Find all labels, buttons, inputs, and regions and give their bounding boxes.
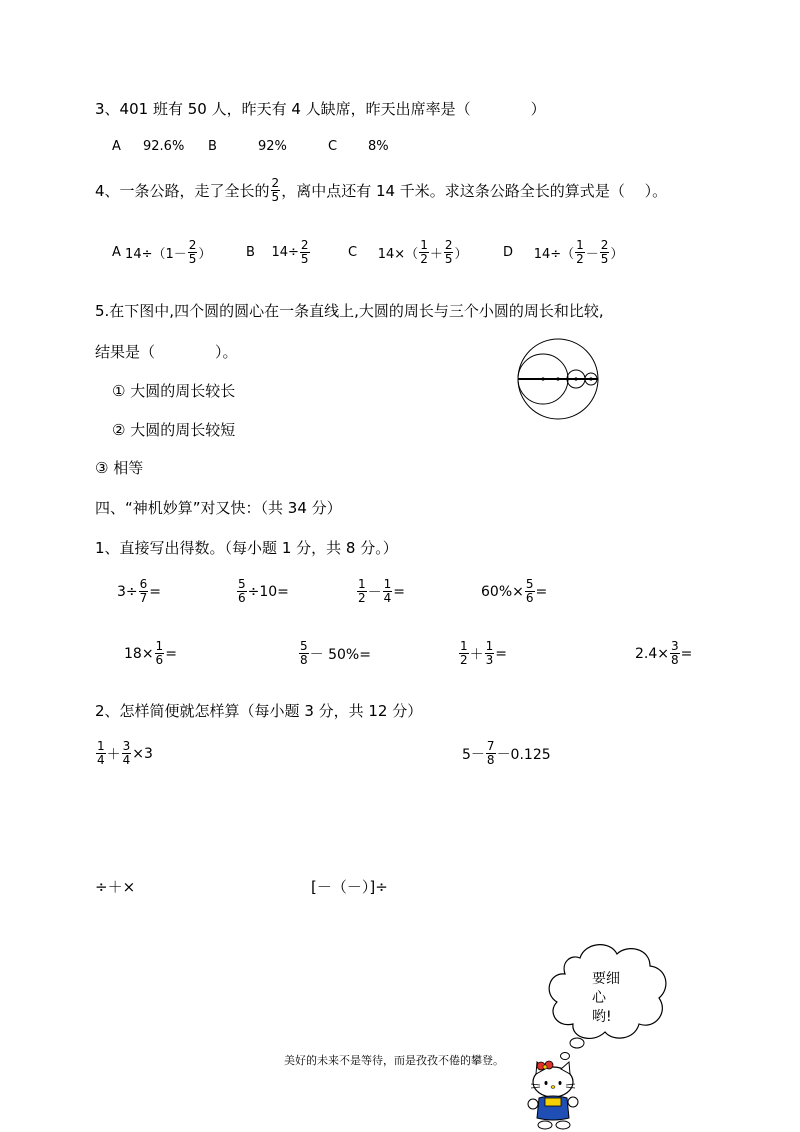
- q4-option-c: [348, 239, 468, 266]
- q3-option-b-value: 92%: [258, 139, 287, 154]
- calc-3-fraction-1: [357, 578, 367, 605]
- calc-8-pre: 2.4×: [635, 645, 669, 662]
- center-dot-1: [541, 377, 544, 380]
- section-4-title: 四、“神机妙算”对又快：（共 34 分）: [95, 499, 342, 517]
- calc-1-pre: 3÷: [117, 583, 138, 600]
- calc-3: [356, 578, 405, 605]
- simplify-1-fraction-2: [122, 740, 132, 767]
- q4-b-fraction: [300, 239, 310, 266]
- kitty-illustration: [523, 1058, 583, 1132]
- q4-c-op: ＋: [429, 247, 443, 262]
- q4-frac-numerator: 2: [271, 176, 280, 190]
- numerator: 1: [97, 739, 105, 753]
- question-3-stem: 3、401 班有 50 人，昨天有 4 人缺席，昨天出席率是（ ）: [95, 100, 546, 118]
- numerator: 1: [460, 639, 468, 653]
- denominator: 4: [122, 753, 131, 767]
- calc-7-fraction-2: [485, 640, 495, 667]
- calc-2-fraction: [237, 578, 247, 605]
- numerator: 3: [671, 639, 679, 653]
- denominator: 6: [155, 653, 164, 667]
- q4-a-label: A: [112, 245, 121, 260]
- calc-7-op: ＋: [469, 646, 484, 663]
- circles-diagram: [512, 332, 608, 428]
- q4-a-fraction: [188, 239, 198, 266]
- part-1-title: 1、直接写出得数。（每小题 1 分，共 8 分。）: [95, 539, 398, 557]
- calc-1-post: =: [149, 583, 162, 600]
- q4-d-close: ）: [610, 247, 624, 262]
- simplify-1-post: ×3: [132, 745, 153, 762]
- center-dot-3: [589, 377, 592, 380]
- calc-5-fraction: [155, 640, 165, 667]
- numerator: 2: [300, 238, 309, 252]
- simplify-1-op: ＋: [106, 746, 121, 763]
- numerator: 5: [525, 577, 534, 591]
- calc-6-post: － 50%=: [309, 646, 371, 663]
- denominator: 8: [486, 753, 495, 767]
- calc-7-fraction-1: [459, 640, 469, 667]
- q4-option-d: [503, 239, 623, 266]
- calc-8-fraction: [670, 640, 680, 667]
- simplify-4: [－（－）]÷: [311, 878, 388, 896]
- q3-option-b-label: B: [208, 139, 217, 154]
- kitty-arm-right: [568, 1097, 578, 1107]
- kitty-bow-center: [543, 1065, 547, 1069]
- q4-c-close: ）: [454, 247, 468, 262]
- calc-4-fraction: [525, 578, 535, 605]
- denominator: 5: [188, 252, 197, 266]
- denominator: 7: [139, 591, 148, 605]
- numerator: 5: [300, 639, 308, 653]
- q3-option-c-label: C: [328, 139, 338, 154]
- denominator: 8: [300, 653, 308, 667]
- bubble-line-2: 心: [592, 990, 606, 1006]
- q4-d-label: D: [503, 245, 514, 260]
- calc-8: [635, 640, 692, 667]
- numerator: 2: [444, 238, 453, 252]
- q4-d-fraction-1: [575, 239, 585, 266]
- calc-4-pre: 60%×: [481, 583, 524, 600]
- numerator: 1: [420, 238, 428, 252]
- numerator: 2: [188, 238, 197, 252]
- q3-option-c-value: 8%: [368, 139, 389, 154]
- denominator: 4: [97, 753, 105, 767]
- q4-c-fraction-2: [444, 239, 454, 266]
- numerator: 3: [122, 739, 131, 753]
- q5-option-3: ③ 相等: [95, 459, 144, 477]
- denominator: 5: [600, 252, 609, 266]
- denominator: 2: [460, 653, 468, 667]
- kitty-shirt: [545, 1098, 561, 1106]
- numerator: 1: [155, 639, 164, 653]
- calc-1-fraction: [139, 578, 149, 605]
- numerator: 7: [486, 739, 495, 753]
- question-5-stem-2: 结果是（ ）。: [95, 343, 238, 361]
- numerator: 1: [383, 577, 392, 591]
- q4-c-label: C: [348, 245, 358, 260]
- simplify-2-post: －0.125: [496, 746, 551, 763]
- calc-2-post: ÷10=: [247, 583, 289, 600]
- calc-2: [236, 578, 289, 605]
- q4-option-b: [246, 239, 311, 266]
- calc-1: [117, 578, 161, 605]
- numerator: 1: [576, 238, 584, 252]
- denominator: 4: [383, 591, 392, 605]
- q4-d-fraction-2: [600, 239, 610, 266]
- q4-stem-before: 4、一条公路，走了全长的: [95, 182, 270, 200]
- kitty-arm-left: [528, 1099, 538, 1109]
- calc-6: [298, 640, 371, 667]
- question-5-stem: 5.在下图中,四个圆的圆心在一条直线上,大圆的周长与三个小圆的周长和比较,: [95, 302, 604, 320]
- q4-b-expr: 14÷: [271, 245, 299, 260]
- simplify-2: [462, 740, 551, 767]
- simplify-1-fraction-1: [96, 740, 106, 767]
- denominator: 5: [300, 252, 309, 266]
- denominator: 2: [576, 252, 584, 266]
- kitty-foot-left: [538, 1121, 552, 1129]
- q4-c-expr: 14×（: [377, 247, 419, 262]
- center-dot-2: [574, 377, 577, 380]
- bubble-line-1: 要细: [592, 971, 620, 987]
- numerator: 5: [238, 577, 246, 591]
- simplify-2-fraction: [486, 740, 496, 767]
- q3-option-a-value: 92.6%: [143, 139, 185, 154]
- q4-d-op: －: [585, 247, 599, 262]
- q4-b-label: B: [246, 245, 255, 260]
- part-2-title: 2、怎样简便就怎样算（每小题 3 分，共 12 分）: [95, 702, 423, 720]
- q4-fraction: [271, 177, 281, 204]
- bubble-line-3: 哟!: [592, 1009, 612, 1025]
- q4-c-fraction-1: [419, 239, 429, 266]
- numerator: 2: [600, 238, 609, 252]
- denominator: 6: [525, 591, 534, 605]
- calc-5-pre: 18×: [124, 645, 154, 662]
- calc-3-fraction-2: [383, 578, 393, 605]
- question-4-stem: [95, 177, 667, 204]
- simplify-1: [95, 740, 153, 767]
- calc-3-op: －: [367, 584, 382, 601]
- kitty-foot-right: [556, 1121, 570, 1129]
- kitty-nose: [551, 1086, 555, 1089]
- kitty-eye-left: [545, 1081, 548, 1085]
- calc-4-post: =: [535, 583, 548, 600]
- simplify-3: ÷＋×: [95, 878, 136, 896]
- center-dot-big: [556, 377, 559, 380]
- q4-frac-denominator: 5: [271, 190, 280, 204]
- denominator: 3: [485, 653, 494, 667]
- bubble-tail-1: [570, 1038, 584, 1048]
- denominator: 6: [238, 591, 246, 605]
- denominator: 5: [444, 252, 453, 266]
- numerator: 1: [485, 639, 494, 653]
- q5-option-1: ① 大圆的周长较长: [112, 382, 236, 400]
- denominator: 2: [358, 591, 366, 605]
- q5-option-2: ② 大圆的周长较短: [112, 421, 236, 439]
- numerator: 6: [139, 577, 148, 591]
- q4-option-a: [112, 239, 211, 266]
- simplify-2-pre: 5－: [462, 746, 485, 763]
- calc-3-post: =: [393, 583, 406, 600]
- calc-7-post: =: [495, 645, 508, 662]
- q4-d-expr: 14÷（: [533, 247, 575, 262]
- kitty-eye-right: [559, 1081, 562, 1085]
- q4-a-expr: 14÷（1－: [125, 247, 187, 262]
- q3-option-a-label: A: [112, 139, 121, 154]
- calc-6-fraction: [299, 640, 309, 667]
- calc-5-post: =: [165, 645, 177, 662]
- q4-stem-after: ，离中点还有 14 千米。求这条公路全长的算式是（ ）。: [281, 182, 668, 200]
- calc-5: [124, 640, 177, 667]
- footer-motto: 美好的未来不是等待，而是孜孜不倦的攀登。: [284, 1054, 504, 1067]
- calc-4: [481, 578, 547, 605]
- denominator: 2: [420, 252, 428, 266]
- q4-a-close: ）: [198, 247, 212, 262]
- calc-8-post: =: [680, 645, 693, 662]
- numerator: 1: [358, 577, 366, 591]
- bubble-text: [592, 970, 620, 1027]
- calc-7: [458, 640, 507, 667]
- denominator: 8: [671, 653, 679, 667]
